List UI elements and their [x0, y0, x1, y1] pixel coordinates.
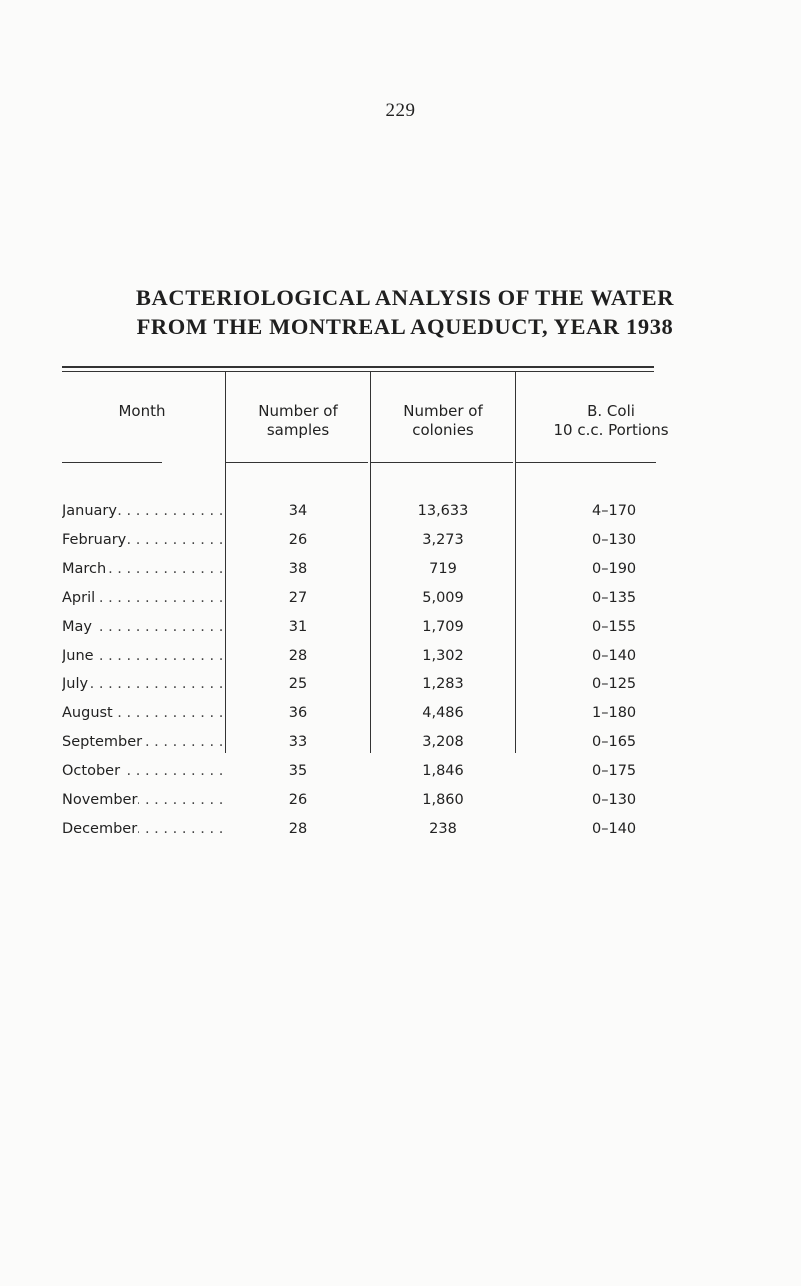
colonies-cell: 1,283: [422, 676, 464, 692]
coli-cell: 4–170: [592, 503, 637, 519]
month-cell: April . . .: [62, 590, 222, 606]
table-row: [0, 792, 801, 814]
month-cell: May . . .: [62, 619, 222, 635]
month-cell: March . . .: [62, 561, 222, 577]
title-line-2: FROM THE MONTREAL AQUEDUCT, YEAR 1938: [136, 314, 674, 339]
page-number: 229: [385, 100, 416, 121]
colonies-cell: 719: [429, 561, 457, 577]
samples-cell: 25: [288, 676, 308, 692]
header-rule: [62, 462, 162, 463]
month-cell: October . . .: [62, 763, 222, 779]
table-row: [0, 821, 801, 843]
coli-cell: 0–175: [592, 763, 637, 779]
coli-cell: 0–140: [592, 821, 637, 837]
samples-cell: 26: [288, 792, 308, 808]
table-row: [0, 503, 801, 525]
colonies-cell: 3,273: [422, 532, 464, 548]
samples-cell: 34: [288, 503, 308, 519]
colonies-cell: 238: [429, 821, 457, 837]
month-cell: November . . .: [62, 792, 222, 808]
samples-cell: 35: [288, 763, 308, 779]
samples-cell: 28: [288, 821, 308, 837]
colonies-cell: 1,302: [422, 648, 464, 664]
table-row: [0, 676, 801, 698]
samples-cell: 27: [288, 590, 308, 606]
samples-cell: 28: [288, 648, 308, 664]
table-row: [0, 590, 801, 612]
samples-cell: 31: [288, 619, 308, 635]
month-cell: July . . .: [62, 676, 222, 692]
month-cell: December . . .: [62, 821, 222, 837]
header-colonies: Number of colonies: [403, 402, 483, 439]
header-rule: [371, 462, 513, 463]
table-row: [0, 705, 801, 727]
header-rule: [516, 462, 656, 463]
table-top-rule: [62, 366, 654, 368]
colonies-cell: 3,208: [422, 734, 464, 750]
coli-cell: 0–165: [592, 734, 637, 750]
samples-cell: 26: [288, 532, 308, 548]
colonies-cell: 4,486: [422, 705, 464, 721]
table-row: [0, 561, 801, 583]
coli-cell: 0–130: [592, 532, 637, 548]
table-row: [0, 734, 801, 756]
table-row: [0, 532, 801, 554]
month-cell: September . . .: [62, 734, 222, 750]
month-cell: June . . .: [62, 648, 222, 664]
samples-cell: 36: [288, 705, 308, 721]
coli-cell: 0–140: [592, 648, 637, 664]
table-title: [60, 283, 750, 341]
colonies-cell: 1,846: [422, 763, 464, 779]
table-row: [0, 648, 801, 670]
colonies-cell: 5,009: [422, 590, 464, 606]
coli-cell: 0–125: [592, 676, 637, 692]
month-cell: February . . .: [62, 532, 222, 548]
coli-cell: 0–135: [592, 590, 637, 606]
colonies-cell: 1,709: [422, 619, 464, 635]
month-cell: January . . .: [62, 503, 222, 519]
header-month: Month: [118, 402, 166, 420]
coli-cell: 0–130: [592, 792, 637, 808]
title-line-1: BACTERIOLOGICAL ANALYSIS OF THE WATER: [135, 285, 675, 310]
coli-cell: 0–155: [592, 619, 637, 635]
coli-cell: 1–180: [592, 705, 637, 721]
samples-cell: 33: [288, 734, 308, 750]
colonies-cell: 1,860: [422, 792, 464, 808]
table-row: [0, 619, 801, 641]
coli-cell: 0–190: [592, 561, 637, 577]
table-top-rule-thin: [62, 371, 654, 372]
header-samples: Number of samples: [258, 402, 338, 439]
table-row: [0, 763, 801, 785]
colonies-cell: 13,633: [417, 503, 469, 519]
samples-cell: 38: [288, 561, 308, 577]
header-rule: [226, 462, 368, 463]
header-b-coli: B. Coli 10 c.c. Portions: [553, 402, 669, 439]
month-cell: August . . .: [62, 705, 222, 721]
